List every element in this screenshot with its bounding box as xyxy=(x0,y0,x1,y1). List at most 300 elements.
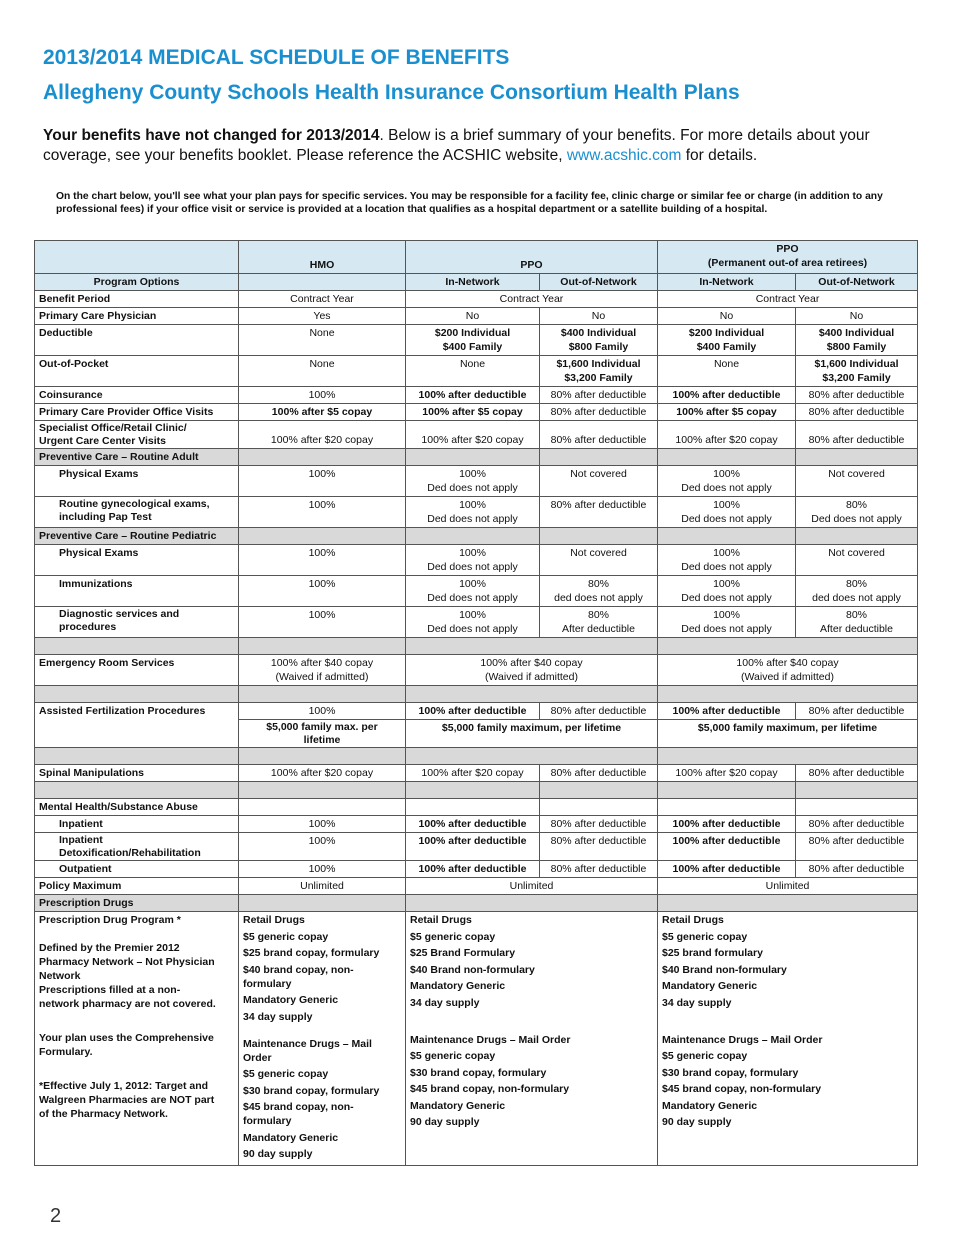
cell-line: 100% xyxy=(459,609,486,621)
cell-line: lifetime xyxy=(303,733,341,746)
cell-line: 100% after $40 copay xyxy=(270,657,374,669)
cell-line: (Waived if admitted) xyxy=(275,671,369,683)
text-line: Mandatory Generic xyxy=(243,994,339,1006)
row-physical-exams-pediatric xyxy=(35,545,918,576)
cell-ppo-in: No xyxy=(406,308,540,325)
row-prescription-program xyxy=(35,912,918,1166)
row-detox xyxy=(35,833,918,861)
cell-ppo2-out: 80% after deductible xyxy=(796,387,918,404)
row-label xyxy=(35,421,239,449)
header-ppo-retirees-line1: PPO xyxy=(776,243,799,255)
header-ppo: PPO xyxy=(406,241,658,274)
row-outpatient xyxy=(35,861,918,878)
cell-ppo-in: 100% after deductible xyxy=(406,703,540,720)
cell-blank xyxy=(35,686,239,703)
row-label xyxy=(35,607,239,638)
cell-hmo: None xyxy=(239,325,406,356)
cell-ppo2-out: 80% after deductible xyxy=(796,816,918,833)
cell-ppo2 xyxy=(658,655,918,686)
text-line: $25 brand formulary xyxy=(662,947,763,959)
text-line: 34 day supply xyxy=(662,996,732,1009)
gap xyxy=(410,1012,653,1030)
row-label: Emergency Room Services xyxy=(35,655,239,686)
text-line: $5 generic copay xyxy=(410,930,496,943)
cell-blank xyxy=(658,686,918,703)
cell-line: Ded does not apply xyxy=(681,513,772,525)
cell-ppo-out: 80% after deductible xyxy=(540,765,658,782)
text-line: Mandatory Generic xyxy=(243,1131,339,1144)
cell-blank xyxy=(796,782,918,799)
cell-line: Ded does not apply xyxy=(427,592,518,604)
cell-hmo: 100% after $20 copay xyxy=(239,421,406,449)
row-label: Physical Exams xyxy=(35,545,239,576)
rx-program-description xyxy=(35,912,239,1166)
cell-line: $400 Individual xyxy=(560,327,637,339)
rx-ppo xyxy=(406,912,658,1166)
cell-line: Ded does not apply xyxy=(427,623,518,635)
row-spinal xyxy=(35,765,918,782)
cell-ppo2-out: Not covered xyxy=(796,545,918,576)
cell-ppo: Contract Year xyxy=(406,291,658,308)
section-prescription-drugs xyxy=(35,895,918,912)
cell-ppo2-out xyxy=(796,576,918,607)
cell-line: $3,200 Family xyxy=(822,372,891,384)
row-diagnostic xyxy=(35,607,918,638)
cell-blank xyxy=(239,782,406,799)
cell-ppo2-out: 80% after deductible xyxy=(796,765,918,782)
cell-blank xyxy=(239,748,406,765)
cell-ppo2-out: 80% after deductible xyxy=(796,833,918,861)
text-line: $40 Brand non-formulary xyxy=(410,963,535,976)
row-label: Immunizations xyxy=(35,576,239,607)
row-deductible xyxy=(35,325,918,356)
cell-line: $400 Family xyxy=(442,341,503,353)
cell-line: 100% after $40 copay xyxy=(736,657,839,669)
cell-blank xyxy=(796,799,918,816)
cell-hmo: 100% xyxy=(239,497,406,528)
cell-blank xyxy=(658,638,918,655)
cell-hmo: Yes xyxy=(239,308,406,325)
cell-ppo2-in: None xyxy=(658,356,796,387)
section-label: Preventive Care – Routine Pediatric xyxy=(35,528,239,545)
cell-hmo: 100% xyxy=(239,387,406,404)
cell-ppo-in: None xyxy=(406,356,540,387)
row-pcp-visits xyxy=(35,404,918,421)
text-line: Retail Drugs xyxy=(410,914,472,926)
cell-blank xyxy=(658,782,796,799)
text-line: Maintenance Drugs – Mail Order xyxy=(662,1033,823,1046)
header-row-2 xyxy=(35,274,918,291)
cell-blank xyxy=(239,895,406,912)
intro-text-2: for details. xyxy=(681,147,758,164)
cell-ppo xyxy=(406,655,658,686)
label-line: Detoxification/Rehabilitation xyxy=(59,846,201,859)
cell-line: 100% xyxy=(713,609,740,621)
cell-ppo2-in xyxy=(658,545,796,576)
cell-ppo-out: Not covered xyxy=(540,466,658,497)
cell-ppo2-in xyxy=(658,325,796,356)
cell-blank xyxy=(406,449,540,466)
cell-line: Ded does not apply xyxy=(427,513,518,525)
label-line: including Pap Test xyxy=(59,510,152,523)
text-line: $30 brand copay, formulary xyxy=(410,1066,547,1079)
text-line: 34 day supply xyxy=(410,996,480,1009)
cell-ppo-out: 80% after deductible xyxy=(540,833,658,861)
text-line: $30 brand copay, formulary xyxy=(662,1066,799,1079)
cell-ppo-in: 100% after deductible xyxy=(406,816,540,833)
text-line: $40 brand copay, non- xyxy=(243,963,354,976)
cell-line: 100% xyxy=(713,578,740,590)
text-line: Maintenance Drugs – Mail Order xyxy=(410,1033,571,1046)
cell-hmo: 100% xyxy=(239,545,406,576)
cell-ppo2-out: 80% after deductible xyxy=(796,703,918,720)
row-physical-exams-adult xyxy=(35,466,918,497)
cell-hmo xyxy=(239,655,406,686)
header-ppo2-out: Out-of-Network xyxy=(796,274,918,291)
cell-hmo: Contract Year xyxy=(239,291,406,308)
row-label: Policy Maximum xyxy=(35,878,239,895)
cell-blank xyxy=(406,686,658,703)
spacer-row xyxy=(35,748,918,765)
intro-bold: Your benefits have not changed for 2013/2014 xyxy=(43,127,380,144)
cell-ppo2-in: 100% after deductible xyxy=(658,816,796,833)
text-line: Mandatory Generic xyxy=(662,1099,758,1112)
spacer-row xyxy=(35,782,918,799)
cell-line: 100% xyxy=(713,547,740,559)
cell-line: $400 Individual xyxy=(818,327,895,339)
cell-ppo-out: 80% after deductible xyxy=(540,387,658,404)
text-line: $45 brand copay, non-formulary xyxy=(662,1083,822,1095)
cell-ppo2-out xyxy=(796,356,918,387)
cell-blank xyxy=(406,528,540,545)
cell-ppo-in xyxy=(406,497,540,528)
cell-line: 100% xyxy=(459,547,486,559)
text-line: Retail Drugs xyxy=(662,914,724,926)
cell-hmo: Unlimited xyxy=(239,878,406,895)
text-line: $45 brand copay, non-formulary xyxy=(410,1083,570,1095)
cell-ppo-in: 100% after $5 copay xyxy=(406,404,540,421)
cell-ppo-out xyxy=(540,325,658,356)
text-line: $5 generic copay xyxy=(410,1050,496,1062)
row-label: Out-of-Pocket xyxy=(35,356,239,387)
cell-blank xyxy=(540,528,658,545)
cell-ppo2-in: 100% after deductible xyxy=(658,387,796,404)
row-label: Deductible xyxy=(35,325,239,356)
cell-ppo-out: No xyxy=(540,308,658,325)
cell-line: 100% xyxy=(713,499,740,511)
cell-hmo-max xyxy=(239,720,406,748)
row-policy-maximum xyxy=(35,878,918,895)
text-line: Your plan uses the Comprehensive xyxy=(39,1032,214,1044)
cell-blank xyxy=(658,748,918,765)
cell-line: $400 Family xyxy=(696,341,757,353)
row-label: Coinsurance xyxy=(35,387,239,404)
text-line: formulary xyxy=(243,1115,292,1127)
cell-ppo-out xyxy=(540,576,658,607)
text-line: formulary xyxy=(243,977,292,990)
row-immunizations xyxy=(35,576,918,607)
section-preventive-adult xyxy=(35,449,918,466)
cell-ppo2-in: 100% after $5 copay xyxy=(658,404,796,421)
cell-ppo-out xyxy=(540,607,658,638)
cell-ppo2: Contract Year xyxy=(658,291,918,308)
cell-ppo2-in: 100% after deductible xyxy=(658,703,796,720)
cell-blank xyxy=(406,748,658,765)
cell-line: 100% xyxy=(713,468,740,480)
text-line: $25 brand copay, formulary xyxy=(243,947,380,959)
text-line: $5 generic copay xyxy=(662,1050,748,1062)
cell-line: $800 Family xyxy=(568,341,629,353)
cell-ppo2-in: 100% after deductible xyxy=(658,861,796,878)
cell-hmo: 100% xyxy=(239,816,406,833)
cell-blank xyxy=(540,782,658,799)
cell-line: (Waived if admitted) xyxy=(485,671,578,683)
text-line: $25 Brand Formulary xyxy=(410,947,516,959)
cell-blank xyxy=(239,799,406,816)
text-line: $5 generic copay xyxy=(243,1068,329,1080)
cell-blank xyxy=(658,895,918,912)
cell-blank xyxy=(658,799,796,816)
text-line: Formulary. xyxy=(39,1046,93,1058)
page-subtitle: Allegheny County Schools Health Insurance Consortium Health Plans xyxy=(43,81,740,104)
cell-line: 100% xyxy=(459,468,486,480)
row-label: Primary Care Provider Office Visits xyxy=(35,404,239,421)
cell-blank xyxy=(796,449,918,466)
cell-ppo-out: 80% after deductible xyxy=(540,816,658,833)
text-line: Mandatory Generic xyxy=(410,1099,506,1112)
cell-line: After deductible xyxy=(820,623,893,635)
gap xyxy=(39,1059,234,1073)
cell-ppo-in xyxy=(406,325,540,356)
cell-blank xyxy=(239,528,406,545)
cell-hmo: 100% xyxy=(239,466,406,497)
section-mental-health xyxy=(35,799,918,816)
cell-blank xyxy=(406,782,540,799)
cell-line: $1,600 Individual xyxy=(556,358,641,370)
text-line: Pharmacy Network – Not Physician xyxy=(39,956,215,968)
text-line: Maintenance Drugs – Mail xyxy=(243,1037,372,1050)
label-line: Urgent Care Center Visits xyxy=(39,434,167,447)
text-line: 34 day supply xyxy=(243,1010,313,1023)
cell-line: 80% xyxy=(846,499,868,511)
cell-line: ded does not apply xyxy=(812,592,901,604)
header-ppo-retirees xyxy=(658,241,918,274)
cell-ppo2-in: 100% after $20 copay xyxy=(658,421,796,449)
text-line: $5 generic copay xyxy=(662,930,748,943)
cell-hmo: 100% xyxy=(239,833,406,861)
text-line: network pharmacy are not covered. xyxy=(39,998,216,1010)
row-specialist xyxy=(35,421,918,449)
text-line: Order xyxy=(243,1051,272,1064)
cell-blank xyxy=(239,686,406,703)
label-line: Routine gynecological exams, xyxy=(59,498,210,510)
text-line: $5 generic copay xyxy=(243,930,329,943)
row-label: Outpatient xyxy=(35,861,239,878)
cell-ppo2-in xyxy=(658,466,796,497)
cell-ppo-in: 100% after $20 copay xyxy=(406,421,540,449)
cell-line: 80% xyxy=(587,609,609,621)
text-line: $30 brand copay, formulary xyxy=(243,1084,380,1097)
label-line: Specialist Office/Retail Clinic/ xyxy=(39,422,187,434)
cell-ppo2-out: 80% after deductible xyxy=(796,421,918,449)
cell-line: Ded does not apply xyxy=(681,561,772,573)
cell-line: (Waived if admitted) xyxy=(741,671,834,683)
text-line: Prescriptions filled at a non- xyxy=(39,984,181,996)
cell-ppo-out: 80% after deductible xyxy=(540,421,658,449)
cell-line: Ded does not apply xyxy=(681,482,772,494)
cell-blank xyxy=(239,638,406,655)
row-label: Primary Care Physician xyxy=(35,308,239,325)
row-inpatient xyxy=(35,816,918,833)
row-label: Spinal Manipulations xyxy=(35,765,239,782)
cell-ppo-out: 80% after deductible xyxy=(540,404,658,421)
cell-blank xyxy=(540,799,658,816)
cell-ppo2-in xyxy=(658,607,796,638)
cell-blank xyxy=(35,748,239,765)
text-line: Mandatory Generic xyxy=(410,980,506,992)
cell-line: Ded does not apply xyxy=(427,482,518,494)
header-ppo2-in: In-Network xyxy=(658,274,796,291)
rx-hmo xyxy=(239,912,406,1166)
header-ppo-in: In-Network xyxy=(406,274,540,291)
label-line: Diagnostic services and xyxy=(59,608,180,620)
spacer-row xyxy=(35,638,918,655)
cell-line: $3,200 Family xyxy=(564,372,633,384)
text-line: $40 Brand non-formulary xyxy=(662,963,787,976)
cell-line: 80% xyxy=(587,578,609,590)
text-line: Walgreen Pharmacies are NOT part xyxy=(39,1094,215,1106)
section-label: Mental Health/Substance Abuse xyxy=(35,799,239,816)
row-coinsurance xyxy=(35,387,918,404)
page-title: 2013/2014 MEDICAL SCHEDULE OF BENEFITS xyxy=(43,46,510,69)
cell-line: ded does not apply xyxy=(554,592,643,604)
cell-blank xyxy=(35,638,239,655)
cell-line: $200 Individual xyxy=(434,327,511,339)
text-line: of the Pharmacy Network. xyxy=(39,1108,168,1120)
text-line: Defined by the Premier 2012 xyxy=(39,942,180,954)
cell-blank xyxy=(658,449,796,466)
cell-ppo-out: Not covered xyxy=(540,545,658,576)
cell-ppo2: Unlimited xyxy=(658,878,918,895)
text-line: 90 day supply xyxy=(662,1116,732,1128)
text-line: $45 brand copay, non- xyxy=(243,1101,354,1113)
cell-blank xyxy=(239,449,406,466)
cell-hmo: 100% xyxy=(239,607,406,638)
header-row-1 xyxy=(35,241,918,274)
cell-ppo-in: 100% after deductible xyxy=(406,861,540,878)
cell-ppo-out: 80% after deductible xyxy=(540,861,658,878)
cell-blank xyxy=(540,449,658,466)
cell-ppo2-out: No xyxy=(796,308,918,325)
benefits-table xyxy=(34,240,918,1166)
website-link[interactable]: www.acshic.com xyxy=(566,147,682,164)
cell-blank xyxy=(658,528,796,545)
cell-blank xyxy=(406,638,658,655)
row-label: Assisted Fertilization Procedures xyxy=(35,703,239,748)
cell-ppo: Unlimited xyxy=(406,878,658,895)
cell-line: 100% xyxy=(459,578,486,590)
cell-line: After deductible xyxy=(562,623,635,635)
row-pcp xyxy=(35,308,918,325)
label-line: procedures xyxy=(59,620,117,633)
text-line: 90 day supply xyxy=(243,1148,313,1160)
cell-blank xyxy=(796,528,918,545)
cell-ppo2-out xyxy=(796,325,918,356)
header-hmo: HMO xyxy=(239,241,406,274)
cell-hmo: None xyxy=(239,356,406,387)
row-emergency-room xyxy=(35,655,918,686)
cell-ppo-in: 100% after deductible xyxy=(406,833,540,861)
cell-ppo-in: 100% after $20 copay xyxy=(406,765,540,782)
row-out-of-pocket xyxy=(35,356,918,387)
cell-ppo2-in: 100% after $20 copay xyxy=(658,765,796,782)
cell-line: $200 Individual xyxy=(688,327,765,339)
cell-line: Ded does not apply xyxy=(681,623,772,635)
cell-hmo: 100% xyxy=(239,703,406,720)
cell-line: 100% xyxy=(459,499,486,511)
gap xyxy=(662,1012,913,1030)
cell-ppo-in xyxy=(406,576,540,607)
cell-line: 80% xyxy=(846,609,868,621)
cell-ppo-out: 80% after deductible xyxy=(540,703,658,720)
cell-line: $800 Family xyxy=(826,341,887,353)
row-label xyxy=(35,833,239,861)
header-ppo-retirees-line2: (Permanent out-of area retirees) xyxy=(707,257,868,269)
header-program-options: Program Options xyxy=(35,274,239,291)
gap xyxy=(39,927,234,941)
cell-ppo2-in xyxy=(658,497,796,528)
text-line: Retail Drugs xyxy=(243,914,305,926)
cell-ppo-in xyxy=(406,466,540,497)
cell-ppo2-out: 80% after deductible xyxy=(796,404,918,421)
row-gyn xyxy=(35,497,918,528)
row-label: Inpatient xyxy=(35,816,239,833)
cell-line: Ded does not apply xyxy=(811,513,902,525)
rx-ppo-retirees xyxy=(658,912,918,1166)
text-line: 90 day supply xyxy=(410,1116,480,1128)
intro-text-1: . Below is a brief summary of your benefits. For more details about your coverage, see your benefits booklet. Please reference the ACSHIC website, xyxy=(43,127,870,164)
cell-line: Ded does not apply xyxy=(427,561,518,573)
cell-ppo2-in: 100% after deductible xyxy=(658,833,796,861)
cell-ppo-in xyxy=(406,545,540,576)
cell-hmo: 100% xyxy=(239,576,406,607)
text-line: Prescription Drug Program * xyxy=(39,914,181,926)
cell-ppo-out xyxy=(540,356,658,387)
cell-line: $5,000 family max. per xyxy=(266,721,378,733)
cell-line: Ded does not apply xyxy=(681,592,772,604)
header-blank xyxy=(35,241,239,274)
page-number: 2 xyxy=(50,1205,62,1227)
cell-line: 80% xyxy=(846,578,868,590)
cell-hmo: 100% after $5 copay xyxy=(239,404,406,421)
row-label xyxy=(35,497,239,528)
cell-ppo-in: 100% after deductible xyxy=(406,387,540,404)
cell-hmo: 100% xyxy=(239,861,406,878)
row-label: Benefit Period xyxy=(35,291,239,308)
intro-paragraph xyxy=(43,126,923,166)
cell-line: 100% after $40 copay xyxy=(480,657,583,669)
gap xyxy=(39,1011,234,1025)
text-line: *Effective July 1, 2012: Target and xyxy=(39,1080,209,1092)
label-line: Inpatient xyxy=(59,834,103,846)
section-label: Preventive Care – Routine Adult xyxy=(35,449,239,466)
cell-ppo2-out: Not covered xyxy=(796,466,918,497)
cell-ppo2-out xyxy=(796,497,918,528)
cell-blank xyxy=(406,799,540,816)
row-label: Physical Exams xyxy=(35,466,239,497)
row-fertility xyxy=(35,703,918,720)
text-line: Network xyxy=(39,970,81,982)
